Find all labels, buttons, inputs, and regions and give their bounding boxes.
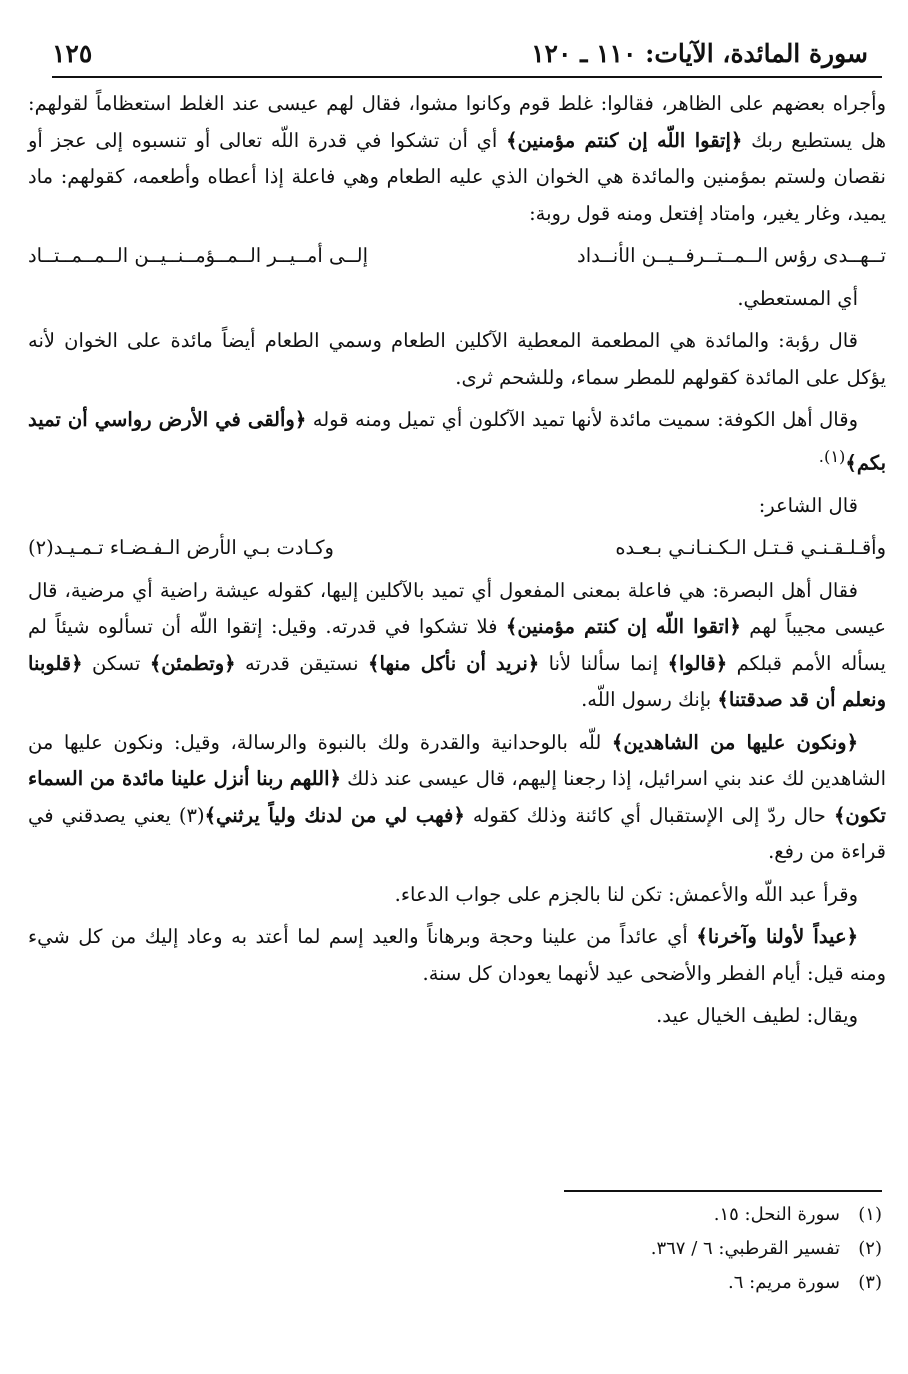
- quran-quote: ﴿عيداً لأولنا وآخرنا﴾: [696, 925, 858, 948]
- text-run: بإنك رسول اللّه.: [581, 688, 712, 711]
- quran-quote: ﴿قالوا﴾: [667, 651, 728, 675]
- text-run: إنما سألنا لأنا: [548, 651, 659, 675]
- paragraph: أي المستعطي.: [737, 286, 858, 310]
- text-run: أي عائداً من علينا وحجة وبرهاناً والعيد إسم لما أعتد به وعاد إليك من كل شيء ومنه قيل: أيام الفطر والأضحى عيد لأنهما يعودان كل سنة.: [28, 925, 886, 985]
- quran-quote: ﴿فهب لي من لدنك ولياً يرثني﴾: [204, 803, 465, 827]
- footnote-divider: [564, 1190, 882, 1192]
- paragraph: قال الشاعر:: [758, 493, 858, 517]
- text-run: تسكن: [91, 651, 141, 675]
- verse-hemistich-left: وكـادت بـي الأرض الـفـضـاء تـمـيـد(٢): [28, 536, 334, 559]
- paragraph: ويقال: لطيف الخيال عيد.: [656, 1004, 858, 1027]
- quran-quote: ﴿اللهم ربنا أنزل علينا مائدة من السماء تكون﴾: [28, 767, 886, 827]
- paragraph: [28, 573, 886, 719]
- paragraph: [28, 725, 886, 871]
- footnote: [382, 1266, 882, 1300]
- footnote-ref: (١).: [818, 446, 846, 466]
- text-run: نستيقن قدرته: [244, 651, 359, 675]
- verse-hemistich-right: تــهــدى رؤس الــمــتــرفــيــن الأنــداد: [577, 244, 886, 267]
- text-run: أي أن تشكوا في قدرة اللّه تعالى أو تنسبوه إلى عجز أو نقصان ولستم بمؤمنين والمائدة هي الخوان الذي عليه الطعام وهي فاعلة إذا أعطاه وأطعمه، كقولهم: ماد يميد، وغار يغير، وامتاد إفتعل ومنه قول روبة:: [28, 128, 886, 225]
- paragraph: [28, 919, 886, 992]
- text-run: فقال أهل البصرة: هي فاعلة بمعنى المفعول أي تميد بالآكلين إليها، كقوله عيشة راضية أي مرضية، قال عيسى مجيباً لهم: [28, 578, 887, 638]
- poetry-verse: [28, 238, 886, 275]
- footnote-number: (١): [858, 1204, 882, 1225]
- page-body: [28, 86, 886, 1041]
- verse-hemistich-left: إلــى أمــيــر الــمــؤمــنــيــن الــمــمــتــاد: [28, 244, 369, 267]
- footnote: [382, 1198, 882, 1232]
- footnote-text: تفسير القرطبي: ٦ / ٣٦٧.: [650, 1238, 840, 1259]
- footnote-number: (٢): [858, 1238, 882, 1259]
- text-run: حال ردّ إلى الإستقبال أي كائنة وذلك كقوله: [472, 803, 826, 827]
- quran-quote: ﴿وألقى في الأرض رواسي أن تميد بكم﴾: [28, 408, 886, 474]
- page-header: [52, 28, 868, 68]
- footnote-text: سورة النحل: ١٥.: [713, 1204, 840, 1225]
- quran-quote: ﴿وتطمئن﴾: [149, 651, 236, 675]
- quran-quote: ﴿نريد أن نأكل منها﴾: [368, 651, 540, 675]
- page-number: ١٢٥: [52, 39, 93, 68]
- text-run: فلا تشكوا في قدرته. وقيل: إتقوا اللّه أن تسألوه شيئاً لم يسأله الأمم قبلكم: [28, 615, 886, 675]
- footnote: [382, 1232, 882, 1266]
- running-title: سورة المائدة، الآيات: ١١٠ ـ ١٢٠: [531, 39, 868, 68]
- quran-quote: ﴿ونكون عليها من الشاهدين﴾: [611, 730, 858, 754]
- footnote-text: سورة مريم: ٦.: [728, 1272, 840, 1293]
- quran-quote: ﴿إتقوا اللّه إن كنتم مؤمنين﴾: [506, 128, 743, 152]
- verse-hemistich-right: وأقـلـقـنـي قـتـل الـكـنـانـي بـعـده: [615, 536, 886, 559]
- quran-quote: ﴿قلوبنا ونعلم أن قد صدقتنا﴾: [28, 651, 886, 711]
- text-run: وأجراه بعضهم على الظاهر، فقالوا: غلط قوم وكانوا مشوا، فقال لهم عيسى عند الغلط استعظاماً لقولهم: هل يستطيع ربك: [28, 92, 886, 152]
- header-divider: [52, 76, 882, 78]
- text-run: للّه بالوحدانية والقدرة ولك بالنبوة والرسالة، وقيل: ونكون عليها من الشاهدين لك عند بني اسرائيل، إذا رجعنا إليهم، قال عيسى عند ذلك: [28, 730, 887, 790]
- poetry-verse: [28, 530, 886, 567]
- paragraph: [28, 86, 886, 232]
- text-run: وقال أهل الكوفة: سميت مائدة لأنها تميد الآكلون أي تميل ومنه قوله: [312, 408, 858, 431]
- paragraph: [28, 402, 886, 482]
- footnotes: [382, 1198, 882, 1300]
- footnote-number: (٣): [858, 1272, 882, 1293]
- quran-quote: ﴿اتقوا اللّه إن كنتم مؤمنين﴾: [505, 615, 741, 638]
- text-run: (٣) يعني يصدقني في قراءة من رفع.: [28, 803, 886, 863]
- paragraph: وقرأ عبد اللّه والأعمش: تكن لنا بالجزم على جواب الدعاء.: [394, 882, 858, 906]
- paragraph: قال رؤبة: والمائدة هي المطعمة المعطية الآكلين الطعام وسمي الطعام أيضاً مائدة على الخوان لأنه يؤكل على المائدة كقولهم للمطر سماء، وللشحم ثرى.: [28, 329, 886, 389]
